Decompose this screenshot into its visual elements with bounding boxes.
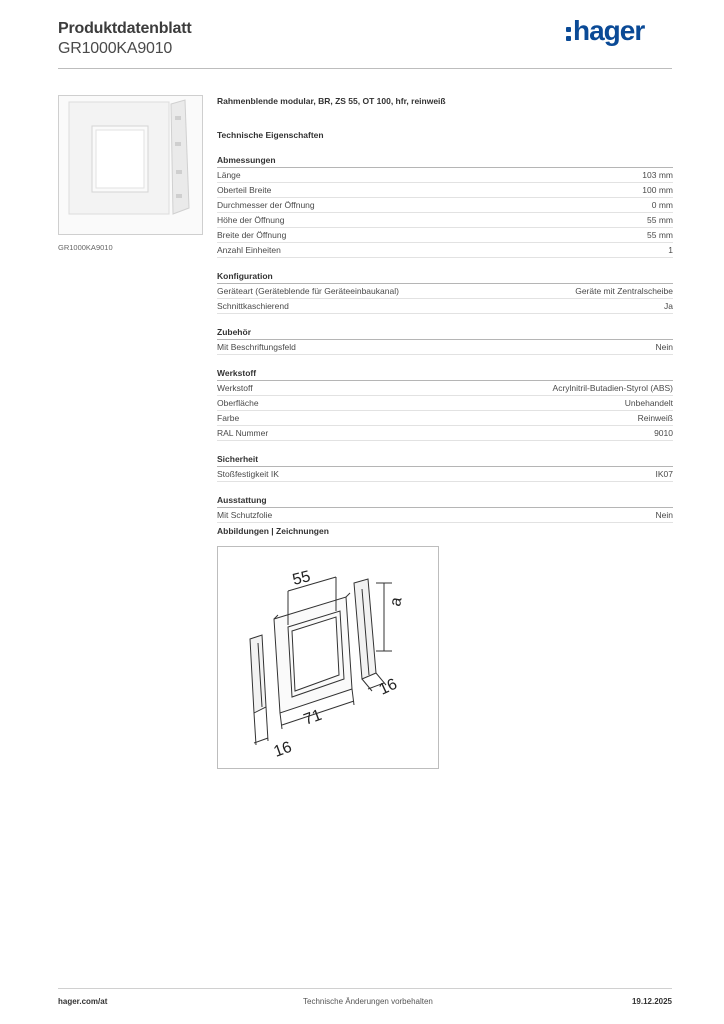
spec-label: Breite der Öffnung (217, 230, 287, 240)
section-sicherheit (217, 453, 673, 482)
footer-divider (58, 988, 672, 989)
section-konfiguration (217, 270, 673, 314)
dim-label-55: 55 (290, 568, 313, 589)
section-title: Konfiguration (217, 270, 673, 284)
spec-value: Unbehandelt (624, 398, 673, 408)
spec-value: IK07 (655, 469, 673, 479)
spec-value: Nein (655, 342, 673, 352)
spec-value: 100 mm (642, 185, 673, 195)
spec-row (217, 340, 673, 355)
spec-row (217, 198, 673, 213)
footer-website-link[interactable]: hager.com/at (58, 997, 108, 1006)
product-description: Rahmenblende modular, BR, ZS 55, OT 100, hfr, reinweiß (217, 96, 446, 106)
spec-label: Anzahl Einheiten (217, 245, 281, 255)
spec-value: 9010 (654, 428, 673, 438)
section-abmessungen (217, 154, 673, 258)
spec-label: Farbe (217, 413, 240, 423)
product-code: GR1000KA9010 (58, 40, 173, 57)
section-zubehoer (217, 326, 673, 355)
spec-label: Mit Schutzfolie (217, 510, 273, 520)
section-title: Ausstattung (217, 494, 673, 508)
drawings-heading: Abbildungen | Zeichnungen (217, 526, 329, 536)
header-divider (58, 68, 672, 69)
spec-value: 55 mm (647, 230, 673, 240)
photo-caption: GR1000KA9010 (58, 243, 113, 252)
spec-row (217, 411, 673, 426)
hager-logo (566, 14, 662, 48)
page-title: Produktdatenblatt (58, 20, 192, 37)
dim-label-16-left: 16 (271, 738, 295, 761)
dim-label-71: 71 (301, 706, 325, 729)
section-title: Abmessungen (217, 154, 673, 168)
logo-text: hager (573, 15, 645, 46)
spec-label: Geräteart (Geräteblende für Geräteeinbaukanal) (217, 286, 399, 296)
spec-value: 103 mm (642, 170, 673, 180)
spec-value: Reinweiß (637, 413, 673, 423)
section-ausstattung (217, 494, 673, 523)
section-title: Sicherheit (217, 453, 673, 467)
header (58, 20, 192, 58)
technical-drawing (217, 546, 439, 769)
spec-label: Höhe der Öffnung (217, 215, 285, 225)
section-werkstoff (217, 367, 673, 441)
spec-label: Werkstoff (217, 383, 253, 393)
spec-value: Acrylnitril-Butadien-Styrol (ABS) (552, 383, 673, 393)
spec-row (217, 381, 673, 396)
section-title: Zubehör (217, 326, 673, 340)
spec-row (217, 426, 673, 441)
footer-notice: Technische Änderungen vorbehalten (303, 997, 433, 1006)
section-title: Werkstoff (217, 367, 673, 381)
spec-label: Durchmesser der Öffnung (217, 200, 315, 210)
dim-label-16-right: 16 (376, 675, 400, 699)
footer-date: 19.12.2025 (631, 997, 672, 1006)
spec-label: Stoßfestigkeit IK (217, 469, 279, 479)
spec-row (217, 299, 673, 314)
spec-label: Länge (217, 170, 241, 180)
logo-dots-icon (566, 27, 571, 41)
spec-row (217, 396, 673, 411)
spec-label: Schnittkaschierend (217, 301, 289, 311)
frame-photo-icon (59, 96, 202, 234)
spec-row (217, 508, 673, 523)
spec-value: 55 mm (647, 215, 673, 225)
spec-row (217, 183, 673, 198)
spec-row (217, 243, 673, 258)
technical-heading: Technische Eigenschaften (217, 130, 324, 140)
product-photo (58, 95, 203, 235)
spec-content (217, 94, 673, 523)
spec-value: Ja (664, 301, 673, 311)
spec-value: 0 mm (651, 200, 673, 210)
spec-value: Nein (655, 510, 673, 520)
spec-row (217, 228, 673, 243)
spec-label: Oberteil Breite (217, 185, 272, 195)
spec-row (217, 168, 673, 183)
dim-label-a: a (387, 595, 406, 608)
spec-row (217, 284, 673, 299)
spec-label: Oberfläche (217, 398, 259, 408)
spec-row (217, 213, 673, 228)
spec-label: RAL Nummer (217, 428, 269, 438)
spec-value: Geräte mit Zentralscheibe (575, 286, 673, 296)
spec-label: Mit Beschriftungsfeld (217, 342, 296, 352)
dimension-drawing (218, 547, 438, 768)
spec-row (217, 467, 673, 482)
spec-value: 1 (668, 245, 673, 255)
